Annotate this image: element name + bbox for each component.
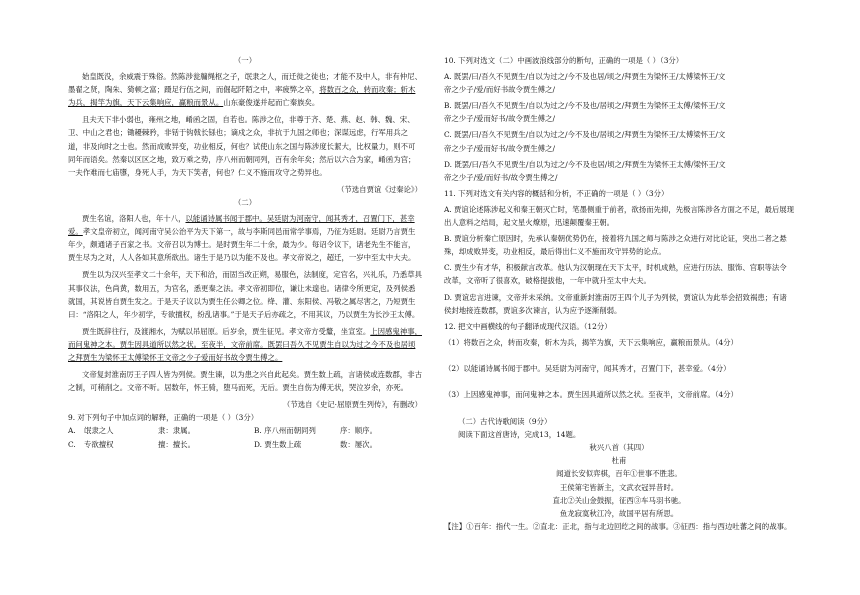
question-12-item-3: （3）上因感鬼神事，而问鬼神之本。贾生因具道所以然之状。至夜半，文帝前席。（4分） (444, 389, 738, 399)
source-note-2: （节选自《史记·屈原贾生列传》，有删改） (282, 400, 422, 410)
poem-annotation: 【注】①百年：指代一生。②直北：正北，指与北边回纥之间的战事。③征西：指与西边吐蕃之间的战事。 (444, 521, 792, 531)
question-9-stem: 9. 对下列句子中加点词的解释，正确的一项是（ ）（3分） (68, 413, 259, 423)
question-11-stem: 11. 下列对选文有关内容的概括和分析，不正确的一项是（ ）（3分） (444, 188, 669, 198)
question-10-option-d-cont: 帝之少子/爱/而好书/故令贾生傅之/ (444, 172, 558, 182)
poem-line: 直北②关山金鼓振，征西③车马羽书驰。 (552, 495, 686, 505)
question-11-option-a: A. 贾谊论述陈涉起义和秦王朝灭亡时，笔墨侧重于前者，欲扬而先抑，先极言陈涉各方面之不足，最后展现出人意料之结局，起文星火燎原，迅速颠覆秦王朝。 (444, 204, 795, 228)
passage2-paragraph3 (68, 325, 422, 364)
passage-text: 贾生既辞往行，及渡湘水，为赋以吊屈原。后岁余，贾生征见。孝文帝方受釐，坐宣室。 (82, 326, 371, 336)
underlined-sentence-1: 将数百之众，转而攻秦；斩木为兵，揭竿为旗，天下云集响应，赢粮而景从。 (68, 85, 416, 108)
poem-author: 杜甫 (611, 456, 627, 466)
question-10-option-c: C. 既罢/曰/吾久不见贾生/自以为过之/今不及也/居顷之/拜贾生为梁怀王/太傅梁怀王/文 (444, 130, 726, 140)
poem-line: 鱼龙寂寞秋江冷，故国平居有所思。 (559, 508, 679, 518)
question-9-options-row-1 (68, 424, 422, 437)
question-12-stem: 12. 把文中画横线的句子翻译成现代汉语。（12分） (444, 321, 612, 331)
option-gloss: 擅：擅长。 (158, 439, 195, 449)
passage-text: 贾生名谊，洛阳人也，年十八， (82, 214, 186, 224)
passage1-paragraph1 (68, 70, 422, 109)
question-10-option-c-cont: 帝之少子/爱而好书/故令贾生傅之/ (444, 143, 555, 153)
option-letter: A. (68, 426, 76, 436)
option-gloss: 序：顺序。 (340, 426, 377, 436)
passage2-paragraph4: 文帝复封淮南厉王子四人皆为列侯。贾生谏，以为患之兴自此起矣。贾生数上疏，言诸侯或连数郡，非古之制，可稍削之。文帝不听。居数年，怀王骑，堕马而死，无后。贾生自伤为傅无状，哭泣岁余，亦死。 (68, 370, 422, 393)
option-gloss: 数：屡次。 (340, 439, 377, 449)
option-phrase: 氓隶之人 (84, 426, 114, 436)
question-10-option-a-cont: 帝之少子/爱/而好书故令贾生傅之/ (444, 85, 555, 95)
passage2-paragraph2: 贾生以为汉兴至孝文二十余年，天下和洽，而固当改正朔，易服色，法制度，定官名，兴礼乐，乃悉草具其事仪法，色尚黄，数用五，为官名，悉更秦之法。孝文帝初即位，谦让未遑也。诸律令所更定，及列侯悉就国，其说皆自贾生发之。于是天子议以为贾生任公卿之位。绛、灌、东阳侯、冯敬之属尽害之，乃短贾生曰：“洛阳之人，年少初学，专欲擅权，纷乱诸事。”于是天子后亦疏之，不用其议，乃以贾生为长沙王太傅。 (68, 270, 422, 319)
option-phrase: 专欲擅权 (84, 439, 114, 449)
poetry-section-title: （二）古代诗歌阅读（9分） (458, 417, 552, 427)
wavy-underlined-sentence: 既罢曰吾久不见贾生自以为过之今不及也居顷之拜贾生为梁怀王太傅梁怀王文帝之少子爱而好书故令贾生傅之。 (68, 339, 416, 362)
question-11-option-c: C. 贾生少有才华，积极献言改革。他认为汉朝现在天下太平，时机成熟，应进行历法、服饰、官职等法令改革，文帝听了很喜欢，破格提拔他，一年中就升至太中大夫。 (444, 263, 787, 286)
poem-line: 闻道长安似弈棋，百年①世事不胜悲。 (556, 469, 682, 479)
question-11-option-b: B. 贾谊分析秦亡原因时，先承认秦朝优势仍在，接着将九国之师与陈涉之众进行对比论证，突出二者之悬殊，却成败异变，功业相反，最后得出仁义不施而攻守异势的论点。 (444, 234, 787, 257)
section-marker-2: （二） (233, 197, 257, 207)
question-9-options-row-2 (68, 438, 422, 451)
option-phrase: B. 序八州而朝同列 (254, 426, 316, 436)
question-10-option-d: D. 既罢/曰/吾久不见贾生/自以为过之/今不及也居/顷之/拜贾生为梁怀王太傅/梁怀王/文 (444, 159, 726, 169)
passage2-paragraph1 (68, 212, 422, 264)
passage-text: 山东豪俊遂并起而亡秦族矣。 (223, 98, 320, 108)
option-phrase: D. 贾生数上疏 (254, 439, 302, 449)
left-column (68, 54, 422, 451)
poetry-instructions: 阅读下面这首唐诗，完成13，14题。 (458, 430, 581, 440)
section-marker-1: （一） (233, 56, 257, 65)
question-12-item-1: （1）将数百之众，转而攻秦，斩木为兵，揭竿为旗，天下云集响应，赢粮而景从。（4分） (444, 337, 738, 347)
passage-text: 始皇既没，余威震于殊俗。然陈涉瓮牖绳枢之子，氓隶之人，而迁徙之徒也；才能不及中人，非有仲尼、墨翟之贤，陶朱、猗顿之富；蹑足行伍之间，而倔起阡陌之中，率疲弊之卒， (68, 72, 422, 95)
source-note-1: （节选自贾谊《过秦论》） (337, 184, 422, 194)
underlined-sentence-3: 上因感鬼神事，而问鬼神之本。贾生因具道所以然之状。至夜半，文帝前席。 (68, 326, 422, 349)
passage1-paragraph2: 且夫天下非小弱也，雍州之地，崤函之固，自若也。陈涉之位，非尊于齐、楚、燕、赵、韩、魏、宋、卫、中山之君也；锄耰棘矜，非铦于钩戟长铩也；谪戍之众，非抗于九国之师也；深谋远虑，行军用兵之道，非及向时之士也。然而成败异变，功业相反，何也？试使山东之国与陈涉度长絜大，比权量力，则不可同年而语矣。然秦以区区之地，致万乘之势，序八州而朝同列，百有余年矣；然后以六合为家，崤函为宫；一夫作难而七庙隳，身死人手，为天下笑者，何也？仁义不施而攻守之势异也。 (68, 115, 416, 177)
question-11-option-d: D. 贾谊忠言进谏，文帝并未采纳。文帝重新封淮南厉王四个儿子为列侯，贾谊认为此举会招致祸患；有诸侯封地接连数郡，贾谊多次谏言，认为应予逐渐削弱。 (444, 292, 787, 315)
question-12-item-2: （2）以能诵诗属书闻于郡中。吴廷尉为河南守，闻其秀才，召置门下，甚幸爱。（4分） (444, 363, 731, 373)
underlined-sentence-2: 以能诵诗属书闻于郡中。吴廷尉为河南守，闻其秀才，召置门下，甚幸爱。 (68, 214, 415, 237)
option-gloss: 隶：隶属。 (158, 426, 195, 436)
question-10-option-b: B. 既罢/曰/吾久不见贾生/自以为过之/今不及也/居顷之/拜贾生为梁怀王太傅/梁怀王/文 (444, 101, 726, 111)
question-10-stem: 10. 下列对选文（二）中画波浪线部分的断句，正确的一项是（ ）（3分） (444, 56, 684, 65)
poem-title: 秋兴八首（其四） (589, 443, 649, 453)
right-column (444, 54, 794, 533)
question-10-option-b-cont: 帝之少子/爱而好书/故令贾生傅之/ (444, 114, 555, 124)
poem-line: 王侯第宅皆新主，文武衣冠异昔时。 (559, 482, 679, 492)
option-letter: C. (68, 439, 76, 449)
passage-text: 孝文皇帝初立，闻河南守吴公治平为天下第一，故与李斯同邑而常学事焉，乃征为廷尉。廷尉乃言贾生年少，颇通诸子百家之书。文帝召以为博士。是时贾生年二十余，最为少。每诏令议下，诸老先生不能言，贾生尽为之对，人人各如其意所欲出。诸生于是乃以为能不及也。孝文帝说之，超迁，一岁中至太中大夫。 (68, 227, 416, 263)
question-10-option-a: A. 既罢/曰/吾久不见贾生/自以为过之/今不及也居/顷之/拜贾生为梁怀王/太傅梁怀王/文 (444, 72, 726, 82)
